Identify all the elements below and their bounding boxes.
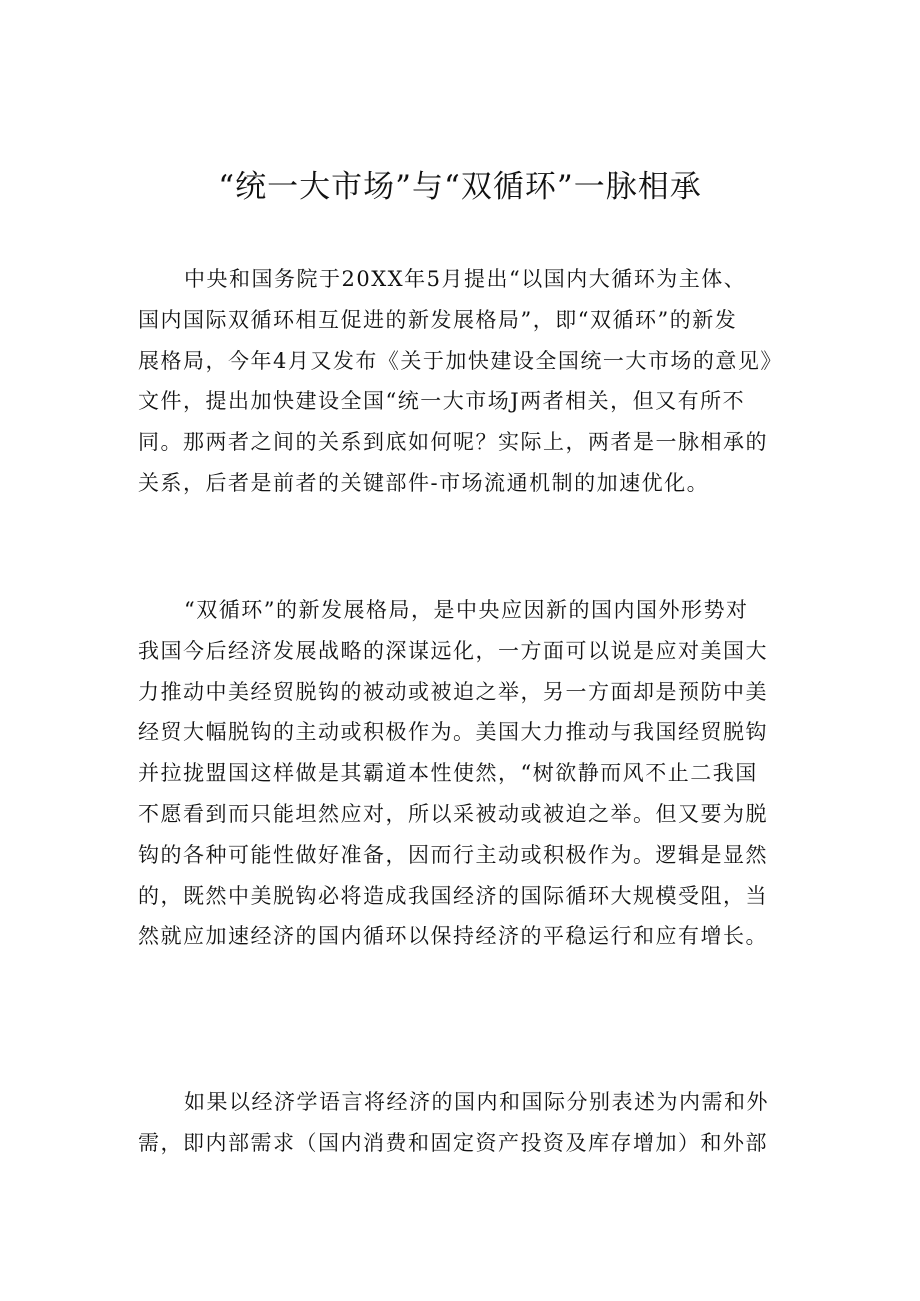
paragraph-line: 的，既然中美脱钩必将造成我国经济的国际循环大规模受阻，当 xyxy=(138,883,768,908)
paragraph-line: 关系，后者是前者的关键部件-市场流通机制的加速优化。 xyxy=(138,470,710,495)
paragraph-line: 然就应加速经济的国内循环以保持经济的平稳运行和应有增长。 xyxy=(138,924,768,949)
paragraph-line: 中央和国务院于20XX年5月提出“以国内大循环为主体、 xyxy=(184,267,747,291)
paragraph-3 xyxy=(138,1082,794,1164)
paragraph-line: 钩的各种可能性做好准备，因而行主动或积极作为。逻辑是显然 xyxy=(138,842,768,867)
paragraph-line: 力推动中美经贸脱钩的被动或被迫之举，另一方面却是预防中美 xyxy=(138,679,768,704)
paragraph-line: 不愿看到而只能坦然应对，所以采被动或被迫之举。但又要为脱 xyxy=(138,801,768,826)
paragraph-1 xyxy=(138,259,794,504)
paragraph-line: 如果以经济学语言将经济的国内和国际分别表述为内需和外 xyxy=(184,1090,769,1114)
document-title: “统一大市场”与“双循环”一脉相承 xyxy=(218,169,702,205)
paragraph-line: “双循环”的新发展格局，是中央应因新的国内国外形势对 xyxy=(184,598,749,622)
paragraph-line: 并拉拢盟国这样做是其霸道本性使然，“树欲静而风不止二我国 xyxy=(138,761,758,786)
paragraph-line: 国内国际双循环相互促进的新发展格局”，即“双循环”的新发 xyxy=(138,307,738,332)
paragraph-line: 经贸大幅脱钩的主动或积极作为。美国大力推动与我国经贸脱钩 xyxy=(138,720,768,745)
paragraph-line: 同。那两者之间的关系到底如何呢？实际上，两者是一脉相承的 xyxy=(138,430,768,455)
paragraph-line: 文件，提出加快建设全国“统一大市场J两者相关，但又有所不 xyxy=(138,389,746,414)
paragraph-line: 展格局，今年4月又发布《关于加快建设全国统一大市场的意见》 xyxy=(138,348,783,373)
paragraph-2 xyxy=(138,590,794,957)
paragraph-line: 我国今后经济发展战略的深谋远化，一方面可以说是应对美国大 xyxy=(138,638,768,663)
paragraph-line: 需，即内部需求（国内消费和固定资产投资及库存增加）和外部 xyxy=(138,1130,768,1155)
